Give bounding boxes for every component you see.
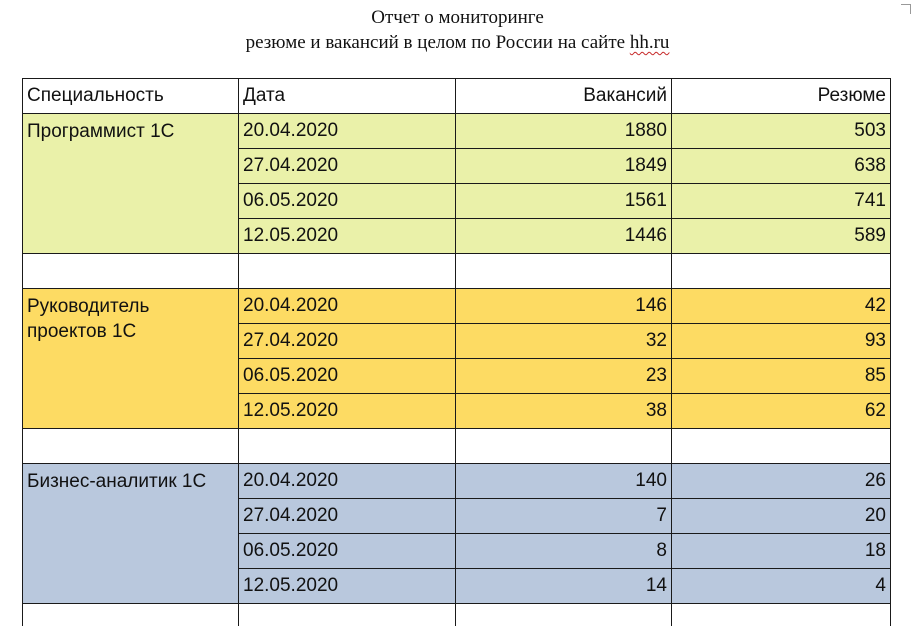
vacancies-cell: 146 [456, 289, 672, 324]
date-cell: 20.04.2020 [239, 114, 456, 149]
date-cell: 06.05.2020 [239, 359, 456, 394]
spacer-row [23, 429, 891, 464]
date-cell: 27.04.2020 [239, 499, 456, 534]
specialty-cell: Руководитель проектов 1С [23, 289, 239, 429]
resumes-cell: 93 [672, 324, 891, 359]
resumes-cell: 85 [672, 359, 891, 394]
vacancies-cell: 7 [456, 499, 672, 534]
resumes-cell: 4 [672, 569, 891, 604]
resumes-cell: 741 [672, 184, 891, 219]
resumes-cell: 589 [672, 219, 891, 254]
spacer-row [23, 604, 891, 626]
empty-cell [456, 254, 672, 289]
vacancies-cell: 32 [456, 324, 672, 359]
date-cell: 27.04.2020 [239, 324, 456, 359]
spacer-row [23, 254, 891, 289]
vacancies-cell: 1880 [456, 114, 672, 149]
empty-cell [23, 429, 239, 464]
vacancies-cell: 23 [456, 359, 672, 394]
header-resumes: Резюме [672, 79, 891, 114]
site-name: hh.ru [630, 32, 670, 53]
empty-cell [672, 604, 891, 626]
date-cell: 06.05.2020 [239, 184, 456, 219]
empty-cell [23, 254, 239, 289]
monitoring-table [22, 78, 891, 626]
empty-cell [23, 604, 239, 626]
date-cell: 20.04.2020 [239, 289, 456, 324]
empty-cell [672, 429, 891, 464]
vacancies-cell: 14 [456, 569, 672, 604]
vacancies-cell: 140 [456, 464, 672, 499]
date-cell: 27.04.2020 [239, 149, 456, 184]
table-row [23, 464, 891, 499]
empty-cell [672, 254, 891, 289]
date-cell: 12.05.2020 [239, 219, 456, 254]
header-specialty: Специальность [23, 79, 239, 114]
header-date: Дата [239, 79, 456, 114]
table-row [23, 114, 891, 149]
specialty-cell: Бизнес-аналитик 1С [23, 464, 239, 604]
empty-cell [239, 254, 456, 289]
resumes-cell: 26 [672, 464, 891, 499]
vacancies-cell: 38 [456, 394, 672, 429]
header-vacancies: Вакансий [456, 79, 672, 114]
resumes-cell: 503 [672, 114, 891, 149]
vacancies-cell: 8 [456, 534, 672, 569]
empty-cell [456, 604, 672, 626]
resumes-cell: 42 [672, 289, 891, 324]
resumes-cell: 18 [672, 534, 891, 569]
vacancies-cell: 1446 [456, 219, 672, 254]
date-cell: 06.05.2020 [239, 534, 456, 569]
table-row [23, 289, 891, 324]
specialty-cell: Программист 1С [23, 114, 239, 254]
report-subtitle [0, 31, 915, 54]
resumes-cell: 62 [672, 394, 891, 429]
date-cell: 20.04.2020 [239, 464, 456, 499]
empty-cell [456, 429, 672, 464]
vacancies-cell: 1849 [456, 149, 672, 184]
report-title: Отчет о мониторинге [0, 6, 915, 29]
resumes-cell: 20 [672, 499, 891, 534]
vacancies-cell: 1561 [456, 184, 672, 219]
resumes-cell: 638 [672, 149, 891, 184]
date-cell: 12.05.2020 [239, 569, 456, 604]
empty-cell [239, 429, 456, 464]
subtitle-text: резюме и вакансий в целом по России на сайте [246, 32, 630, 53]
empty-cell [239, 604, 456, 626]
header-row [23, 79, 891, 114]
date-cell: 12.05.2020 [239, 394, 456, 429]
